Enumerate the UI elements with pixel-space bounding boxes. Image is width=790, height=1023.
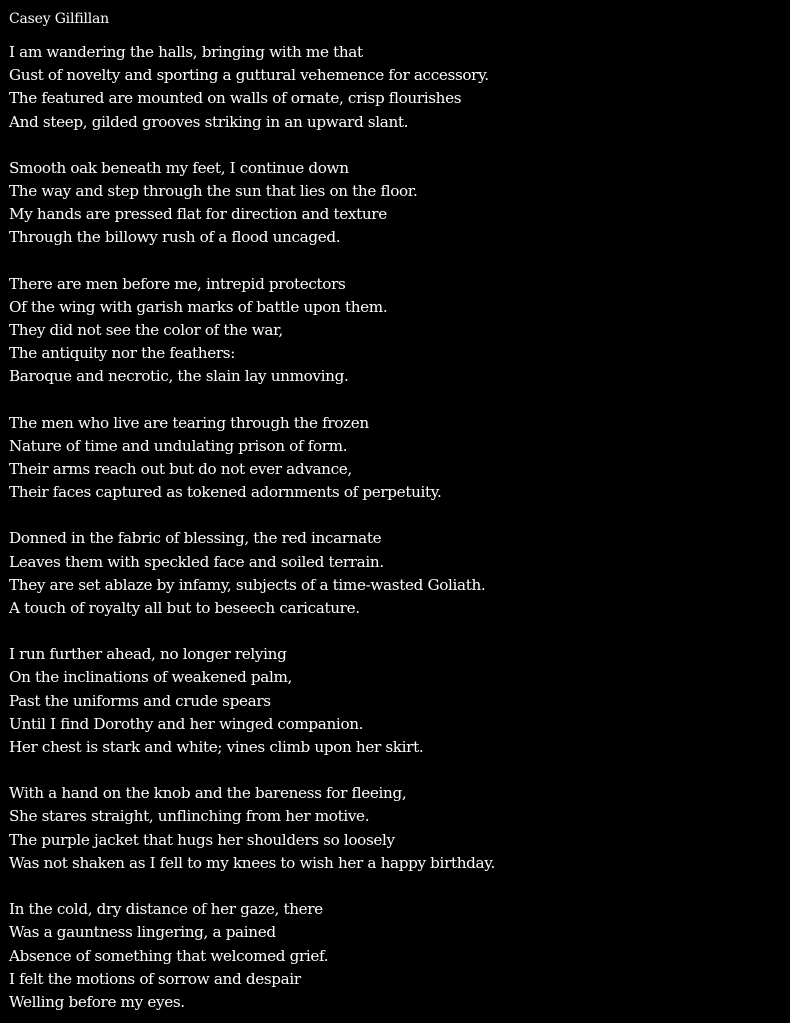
stanza <box>9 412 790 505</box>
poem-line: And steep, gilded grooves striking in an upward slant. <box>9 112 409 131</box>
poem-line: Her chest is stark and white; vines climb upon her skirt. <box>9 738 424 757</box>
poem-line: The featured are mounted on walls of ornate, crisp flourishes <box>9 89 462 108</box>
poem-line: They are set ablaze by infamy, subjects of a time-wasted Goliath. <box>9 575 486 594</box>
poem-line: I run further ahead, no longer relying <box>9 645 287 664</box>
poem-line: My hands are pressed flat for direction and texture <box>9 205 387 224</box>
stanza <box>9 157 790 250</box>
poem-line: Was not shaken as I fell to my knees to wish her a happy birthday. <box>9 853 495 872</box>
poem-line: Baroque and necrotic, the slain lay unmoving. <box>9 367 349 386</box>
author-name: Casey Gilfillan <box>9 11 110 27</box>
poem-line: The way and step through the sun that lies on the floor. <box>9 182 418 201</box>
poem-line: On the inclinations of weakened palm, <box>9 668 293 687</box>
stanza <box>9 527 790 620</box>
poem-line: The men who live are tearing through the frozen <box>9 413 369 432</box>
stanza <box>9 41 790 134</box>
poem-line: Leaves them with speckled face and soiled terrain. <box>9 552 384 571</box>
poem-line: Of the wing with garish marks of battle upon them. <box>9 297 388 316</box>
poem-line: Gust of novelty and sporting a guttural vehemence for accessory. <box>9 66 489 85</box>
poem-line: Nature of time and undulating prison of form. <box>9 436 348 455</box>
poem-line: There are men before me, intrepid protectors <box>9 274 346 293</box>
poem-line: I am wandering the halls, bringing with me that <box>9 43 363 61</box>
poem-line: Donned in the fabric of blessing, the red incarnate <box>9 529 382 548</box>
poem-line: Smooth oak beneath my feet, I continue down <box>9 158 349 177</box>
poem-line: Their arms reach out but do not ever advance, <box>9 460 352 479</box>
poem-line: Was a gauntness lingering, a pained <box>9 923 276 942</box>
poem-line: The purple jacket that hugs her shoulders so loosely <box>9 830 395 849</box>
poem-line: Their faces captured as tokened adornments of perpetuity. <box>9 483 442 502</box>
stanza <box>9 898 790 1014</box>
poem-line: With a hand on the knob and the bareness for fleeing, <box>9 784 407 803</box>
poem-line: In the cold, dry distance of her gaze, there <box>9 900 323 919</box>
poem-line: A touch of royalty all but to beseech caricature. <box>9 599 360 618</box>
poem-line: The antiquity nor the feathers: <box>9 344 235 363</box>
stanza <box>9 782 790 875</box>
poem-line: Welling before my eyes. <box>9 992 185 1011</box>
poem-line: Past the uniforms and crude spears <box>9 691 271 710</box>
poem-line: Through the billowy rush of a flood uncaged. <box>9 228 341 247</box>
poem-line: She stares straight, unflinching from her motive. <box>9 807 370 826</box>
poem-line: Absence of something that welcomed grief. <box>9 946 329 965</box>
poem-body <box>9 41 790 1014</box>
poem-line: They did not see the color of the war, <box>9 321 283 340</box>
poem-line: I felt the motions of sorrow and despair <box>9 969 301 988</box>
poem-line: Until I find Dorothy and her winged companion. <box>9 714 364 733</box>
stanza <box>9 273 790 389</box>
stanza <box>9 643 790 759</box>
